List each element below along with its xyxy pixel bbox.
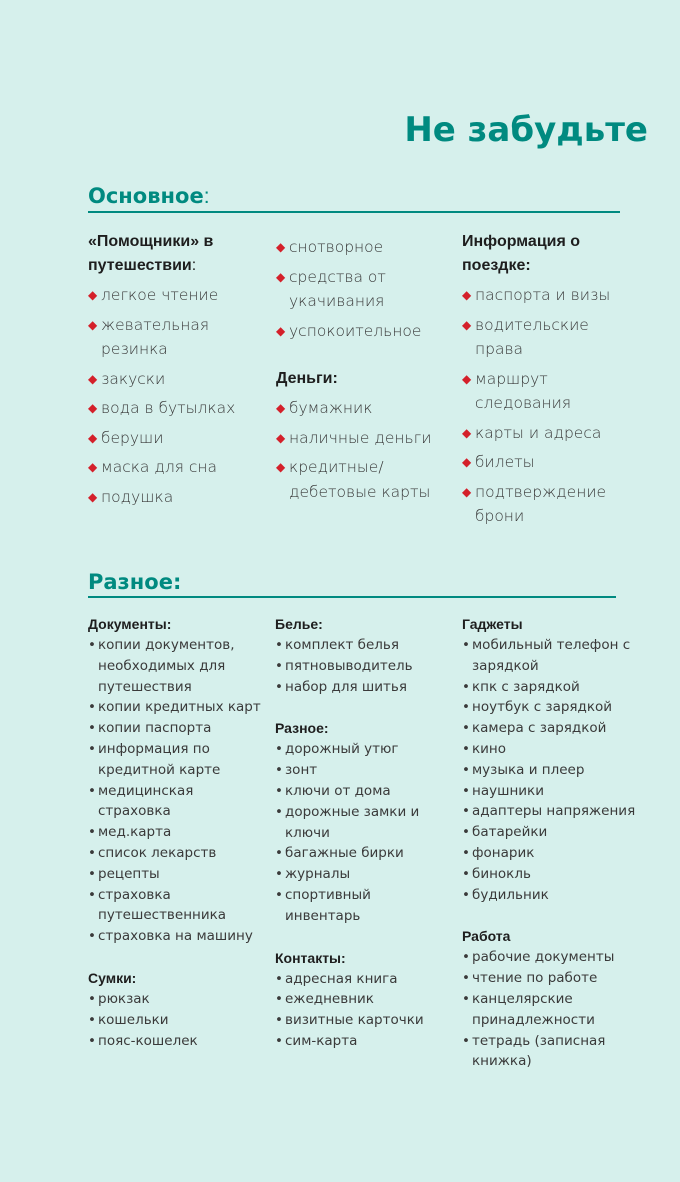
diamond-bullet-icon: ◆ (276, 430, 286, 445)
dot-bullet-icon: • (462, 949, 470, 966)
checklist-item-text: снотворное (289, 238, 384, 256)
checklist-item (88, 822, 263, 843)
group-title (462, 230, 632, 278)
checklist-item (88, 455, 258, 480)
checklist-item-text: наушники (472, 782, 544, 799)
checklist-item (462, 450, 632, 475)
checklist-item (275, 885, 450, 927)
dot-bullet-icon: • (462, 761, 470, 778)
checklist-item (275, 864, 450, 885)
group-title (275, 614, 450, 635)
dot-bullet-icon: • (275, 886, 283, 903)
checklist-item (462, 635, 637, 677)
diamond-bullet-icon: ◆ (276, 460, 286, 474)
checklist-item-text: беруши (101, 428, 164, 447)
checklist-item (462, 968, 637, 989)
checklist-item (275, 1031, 450, 1052)
checklist-item (275, 635, 450, 656)
checklist-item (462, 947, 637, 968)
diamond-bullet-icon: ◆ (88, 317, 98, 332)
checklist-item-text: список лекарств (98, 844, 217, 861)
main-column-3 (462, 230, 632, 529)
checklist-item (462, 822, 637, 843)
checklist (462, 635, 637, 905)
dot-bullet-icon: • (462, 803, 470, 820)
group-title-text: Сумки: (88, 969, 137, 986)
checklist-item-text: билеты (475, 453, 535, 471)
diamond-bullet-icon: ◆ (462, 455, 472, 469)
checklist-item-text: жевательная резинка (101, 315, 210, 358)
group-title (462, 926, 637, 947)
group-title-colon: : (191, 257, 197, 274)
group-title-text: Разное: (275, 720, 329, 737)
checklist (275, 635, 450, 697)
dot-bullet-icon: • (275, 866, 283, 883)
checklist-item-text: канцелярские принадлежности (472, 990, 595, 1028)
dot-bullet-icon: • (88, 699, 96, 716)
checklist-item-text: кино (472, 740, 507, 757)
checklist-item (275, 989, 450, 1010)
checklist-item-text: ключи от дома (285, 782, 391, 799)
dot-bullet-icon: • (275, 762, 283, 779)
checklist-item-text: пояс-кошелек (98, 1032, 198, 1049)
checklist-item-text: закуски (101, 369, 166, 388)
checklist-item (462, 677, 637, 698)
checklist-item-text: бинокль (472, 865, 531, 882)
checklist-item (462, 283, 632, 308)
dot-bullet-icon: • (88, 782, 96, 799)
checklist-item-text: будильник (472, 886, 549, 903)
checklist-item-text: рецепты (98, 865, 160, 882)
checklist-item (88, 426, 258, 451)
checklist-item (88, 635, 263, 697)
group-title (276, 367, 446, 391)
checklist-item (276, 426, 446, 451)
checklist-item-text: визитные карточки (285, 1012, 424, 1029)
group-title (275, 948, 450, 969)
checklist-item-text: сим-карта (285, 1032, 358, 1049)
group-gap (275, 927, 450, 948)
diamond-bullet-icon: ◆ (88, 430, 98, 445)
checklist (275, 739, 450, 926)
dot-bullet-icon: • (88, 824, 96, 841)
checklist-item (462, 885, 637, 906)
checklist-item (276, 265, 446, 314)
section-title: Разное: (88, 570, 182, 594)
diamond-bullet-icon: ◆ (462, 317, 472, 332)
dot-bullet-icon: • (88, 844, 96, 861)
dot-bullet-icon: • (275, 782, 283, 799)
misc-column-2 (275, 614, 450, 1052)
checklist-item-text: батарейки (472, 824, 548, 841)
dot-bullet-icon: • (275, 741, 283, 758)
checklist-item (275, 802, 450, 844)
checklist-item-text: кошельки (98, 1011, 169, 1028)
checklist-item (88, 1010, 263, 1031)
checklist-item (462, 697, 637, 718)
dot-bullet-icon: • (462, 637, 470, 653)
checklist-item-text: вода в бутылках (101, 399, 236, 417)
checklist-item (462, 718, 637, 739)
checklist (275, 969, 450, 1052)
checklist-item-text: страховка на машину (98, 928, 253, 945)
checklist-item (88, 739, 263, 781)
checklist-item-text: спортивный инвентарь (285, 886, 371, 924)
group-title (88, 614, 263, 635)
dot-bullet-icon: • (88, 886, 96, 903)
checklist-item (275, 1010, 450, 1031)
checklist-item-text: копии документов, необходимых для путешествия (98, 637, 235, 695)
section-heading-misc (88, 570, 616, 598)
dot-bullet-icon: • (275, 637, 283, 653)
checklist-item (275, 969, 450, 990)
dot-bullet-icon: • (462, 886, 470, 903)
checklist-item-text: паспорта и визы (475, 286, 611, 304)
checklist-item (462, 313, 632, 362)
checklist-item-text: багажные бирки (285, 845, 404, 862)
checklist-item (462, 739, 637, 760)
checklist-item-text: чтение по работе (472, 970, 598, 987)
checklist-item (88, 864, 263, 885)
dot-bullet-icon: • (462, 970, 470, 987)
checklist-item (88, 313, 258, 362)
checklist-item-text: бумажник (289, 399, 373, 417)
checklist-item (88, 367, 258, 392)
checklist-item-text: дорожные замки и ключи (285, 803, 420, 841)
group-title-text: Белье: (275, 616, 323, 632)
group-gap (275, 697, 450, 718)
checklist-item-text: наличные деньги (289, 428, 432, 447)
group-gap (276, 343, 446, 367)
dot-bullet-icon: • (275, 678, 283, 695)
checklist-item-text: маршрут следования (475, 369, 572, 412)
group-title-text: Документы: (88, 616, 172, 632)
checklist-item-text: легкое чтение (101, 286, 219, 304)
dot-bullet-icon: • (275, 991, 283, 1008)
checklist-item (88, 926, 263, 947)
checklist-item-text: набор для шитья (285, 678, 407, 695)
section-title: Основное (88, 184, 204, 208)
section-heading-main (88, 184, 620, 213)
checklist-item (88, 396, 258, 421)
group-title-text: Гаджеты (462, 616, 523, 632)
dot-bullet-icon: • (462, 699, 470, 716)
dot-bullet-icon: • (275, 845, 283, 862)
diamond-bullet-icon: ◆ (462, 484, 472, 499)
checklist-item-text: мобильный телефон с зарядкой (472, 637, 631, 674)
diamond-bullet-icon: ◆ (88, 371, 98, 386)
checklist (88, 635, 263, 947)
section-title-colon: : (203, 185, 210, 208)
diamond-bullet-icon: ◆ (462, 371, 472, 386)
checklist-item-text: комплект белья (285, 637, 400, 653)
diamond-bullet-icon: ◆ (276, 269, 286, 284)
checklist-item (88, 781, 263, 823)
checklist-item (275, 656, 450, 677)
dot-bullet-icon: • (275, 1032, 283, 1049)
group-gap (88, 947, 263, 968)
checklist-item-text: зонт (285, 762, 318, 779)
checklist (276, 235, 446, 343)
group-title-text: Деньги: (276, 370, 338, 387)
dot-bullet-icon: • (88, 865, 96, 882)
diamond-bullet-icon: ◆ (276, 240, 286, 254)
checklist-item-text: пятновыводитель (285, 657, 413, 674)
group-title (462, 614, 637, 635)
group-title (275, 718, 450, 739)
checklist-item-text: подтверждение брони (475, 482, 607, 525)
checklist-item (462, 760, 637, 781)
dot-bullet-icon: • (88, 990, 96, 1007)
checklist (88, 283, 258, 509)
checklist-item-text: журналы (285, 866, 351, 883)
misc-column-3 (462, 614, 637, 1072)
checklist-item-text: камера с зарядкой (472, 720, 607, 737)
checklist-item (462, 843, 637, 864)
dot-bullet-icon: • (88, 740, 96, 757)
dot-bullet-icon: • (88, 637, 96, 653)
checklist-item (275, 739, 450, 760)
checklist-item (462, 801, 637, 822)
checklist-item (276, 396, 446, 421)
checklist-item-text: фонарик (472, 844, 535, 861)
dot-bullet-icon: • (462, 824, 470, 841)
dot-bullet-icon: • (462, 740, 470, 757)
dot-bullet-icon: • (462, 678, 470, 695)
checklist-item-text: водительские права (475, 315, 589, 358)
diamond-bullet-icon: ◆ (88, 288, 98, 302)
checklist-item (88, 718, 263, 739)
checklist-item-text: маска для сна (101, 458, 218, 476)
checklist-item-text: успокоительное (289, 321, 422, 340)
checklist-item (276, 235, 446, 260)
diamond-bullet-icon: ◆ (462, 288, 472, 302)
checklist-item (276, 319, 446, 344)
checklist-item-text: копии паспорта (98, 720, 212, 737)
checklist-item-text: информация по кредитной карте (98, 740, 221, 778)
checklist-item-text: кпк с зарядкой (472, 678, 580, 695)
checklist-item-text: рабочие документы (472, 949, 615, 966)
checklist-item-text: адресная книга (285, 970, 398, 987)
checklist-item (275, 843, 450, 864)
checklist-item (462, 1031, 637, 1073)
diamond-bullet-icon: ◆ (88, 489, 98, 504)
checklist-item (88, 697, 263, 718)
checklist-item-text: подушка (101, 487, 174, 506)
checklist-item (88, 485, 258, 510)
diamond-bullet-icon: ◆ (88, 401, 98, 415)
checklist (462, 947, 637, 1072)
diamond-bullet-icon: ◆ (462, 425, 472, 440)
checklist-item (275, 781, 450, 802)
checklist-item-text: адаптеры напряжения (472, 803, 636, 820)
checklist-item (275, 760, 450, 781)
checklist-item-text: копии кредитных карт (98, 699, 261, 716)
checklist-item-text: ноутбук с зарядкой (472, 699, 613, 716)
dot-bullet-icon: • (275, 970, 283, 987)
main-column-1 (88, 230, 258, 509)
dot-bullet-icon: • (275, 657, 283, 674)
checklist-item (462, 989, 637, 1031)
checklist-item-text: карты и адреса (475, 423, 602, 442)
checklist-item-text: страховка путешественника (98, 886, 227, 924)
dot-bullet-icon: • (462, 720, 470, 737)
diamond-bullet-icon: ◆ (276, 323, 286, 338)
group-gap (462, 905, 637, 926)
checklist-item-text: тетрадь (записная книжка) (472, 1032, 606, 1070)
checklist-item (276, 455, 446, 504)
checklist-item (462, 864, 637, 885)
checklist-item-text: медицинская страховка (98, 782, 194, 820)
checklist-item-text: кредитные/ дебетовые карты (289, 458, 431, 501)
checklist-item-text: мед.карта (98, 824, 172, 841)
dot-bullet-icon: • (462, 782, 470, 799)
group-title-text: Контакты: (275, 949, 346, 966)
checklist-item (88, 843, 263, 864)
dot-bullet-icon: • (462, 990, 470, 1007)
checklist-item-text: музыка и плеер (472, 761, 585, 778)
checklist-item-text: средства от укачивания (289, 267, 386, 310)
checklist-item (462, 421, 632, 446)
dot-bullet-icon: • (88, 1011, 96, 1028)
dot-bullet-icon: • (88, 928, 96, 945)
group-title (88, 230, 258, 278)
diamond-bullet-icon: ◆ (88, 460, 98, 474)
checklist-item-text: дорожный утюг (285, 741, 399, 758)
group-title-text: Работа (462, 928, 511, 945)
dot-bullet-icon: • (462, 865, 470, 882)
checklist-item (462, 781, 637, 802)
checklist-item-text: ежедневник (285, 991, 374, 1008)
checklist-item-text: рюкзак (98, 990, 150, 1007)
dot-bullet-icon: • (462, 844, 470, 861)
checklist (88, 989, 263, 1051)
checklist-item (88, 283, 258, 308)
checklist-item (462, 367, 632, 416)
misc-column-1 (88, 614, 263, 1051)
checklist (276, 396, 446, 504)
diamond-bullet-icon: ◆ (276, 401, 286, 415)
checklist-item (462, 480, 632, 529)
dot-bullet-icon: • (88, 720, 96, 737)
dot-bullet-icon: • (275, 803, 283, 820)
checklist-item (88, 885, 263, 927)
dot-bullet-icon: • (462, 1032, 470, 1049)
checklist (462, 283, 632, 529)
group-title-text: «Помощники» в путешествии (88, 233, 214, 274)
checklist-item (88, 1031, 263, 1052)
group-title-text: Информация о поездке: (462, 233, 581, 274)
page-title: Не забудьте (404, 110, 648, 150)
main-column-2 (276, 230, 446, 504)
checklist-item (88, 989, 263, 1010)
group-title (88, 968, 263, 989)
dot-bullet-icon: • (88, 1032, 96, 1049)
checklist-item (275, 677, 450, 698)
dot-bullet-icon: • (275, 1012, 283, 1029)
